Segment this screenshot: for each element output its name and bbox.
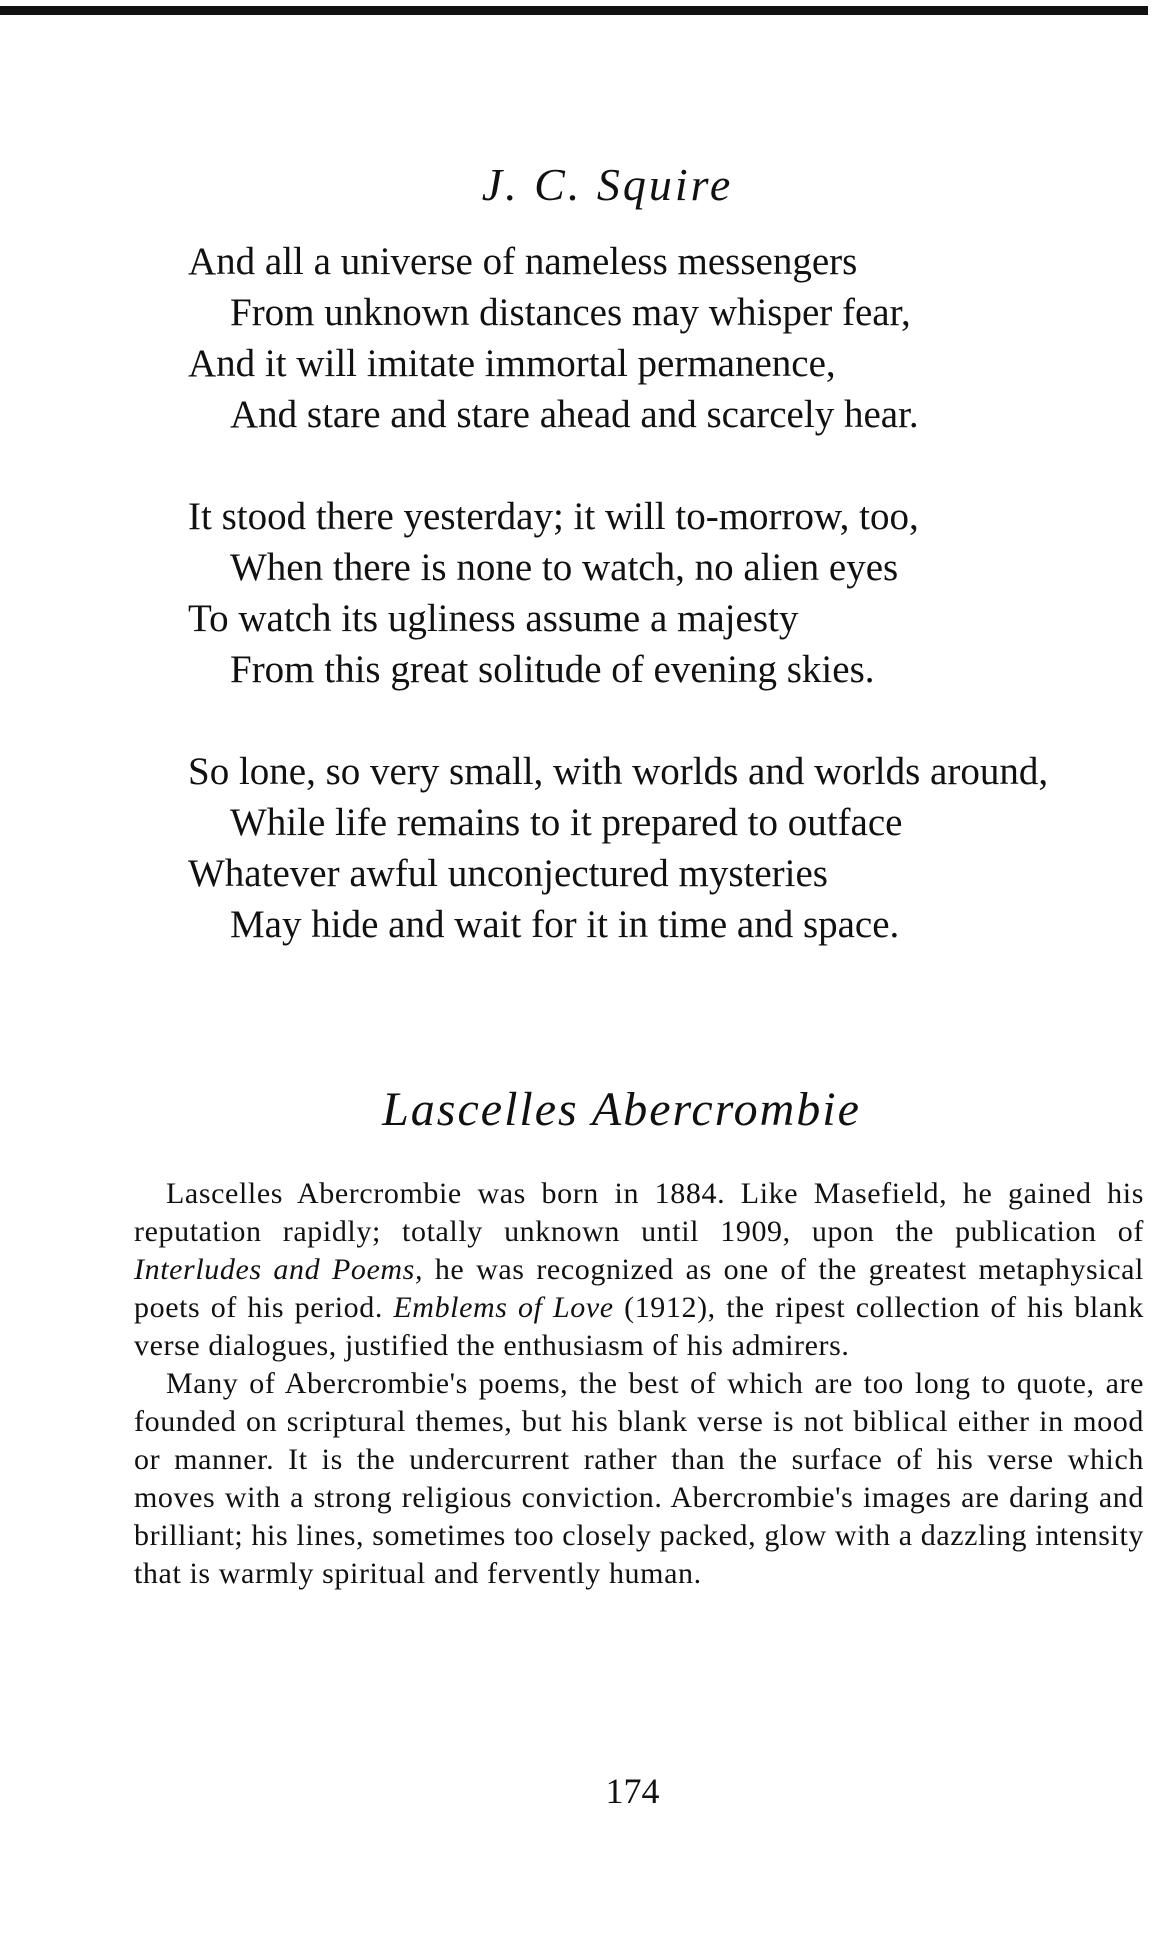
header-author: J. C. Squire [481, 159, 734, 210]
bio-paragraph-1 [134, 1175, 1144, 1365]
poem [188, 236, 1148, 1001]
poem-line: Whatever awful unconjectured mysteries [188, 852, 828, 895]
stanza [188, 236, 1148, 440]
stanza [188, 746, 1148, 950]
bio-paragraph-2: Many of Abercrombie's poems, the best of which are too long to quote, are founded on scriptural themes, but his blank verse is not biblical either in mood or manner. It is the undercurrent rather than the surface of his verse which moves with a strong religious conviction. Abercrombie's images are daring and brilliant; his lines, sometimes too closely packed, glow with a dazzling intensity that is warmly spiritual and fervently human. [134, 1367, 1144, 1590]
poem-line: And it will imitate immortal permanence, [188, 342, 836, 385]
poem-line: So lone, so very small, with worlds and worlds around, [188, 750, 1049, 793]
poem-line: From unknown distances may whisper fear, [230, 291, 911, 334]
poem-line: When there is none to watch, no alien eyes [230, 546, 899, 589]
page-number-text: 174 [605, 1771, 660, 1811]
poem-line: While life remains to it prepared to outface [230, 801, 903, 844]
page-number [0, 1770, 1175, 1812]
book-title: Emblems of Love [393, 1291, 614, 1324]
bio-text: (1912), the ripest collection of his blank verse dialogues, justified the enthusiasm of his admirers. [134, 1291, 1144, 1362]
top-rule [0, 6, 1148, 15]
running-header [0, 158, 1175, 211]
bio-text: Lascelles Abercrombie was born in 1884. Like Masefield, he gained his reputation rapidly; totally unknown until 1909, upon the publication of [134, 1177, 1144, 1248]
poem-line: It stood there yesterday; it will to-morrow, too, [188, 495, 919, 538]
poem-line: And stare and stare ahead and scarcely hear. [230, 393, 919, 436]
bio-text: he was recognized as one of the greatest metaphysical poets of his period. [134, 1253, 1144, 1324]
poem-line: And all a universe of nameless messengers [188, 240, 858, 283]
poem-line: To watch its ugliness assume a majesty [188, 597, 799, 640]
section-title [0, 1082, 1175, 1137]
section-title-text: Lascelles Abercrombie [382, 1083, 861, 1136]
poem-line: From this great solitude of evening skies. [230, 648, 875, 691]
poem-line: May hide and wait for it in time and space. [230, 903, 900, 946]
book-title: Interludes and Poems, [134, 1253, 424, 1286]
biography [134, 1175, 1144, 1593]
stanza [188, 491, 1148, 695]
